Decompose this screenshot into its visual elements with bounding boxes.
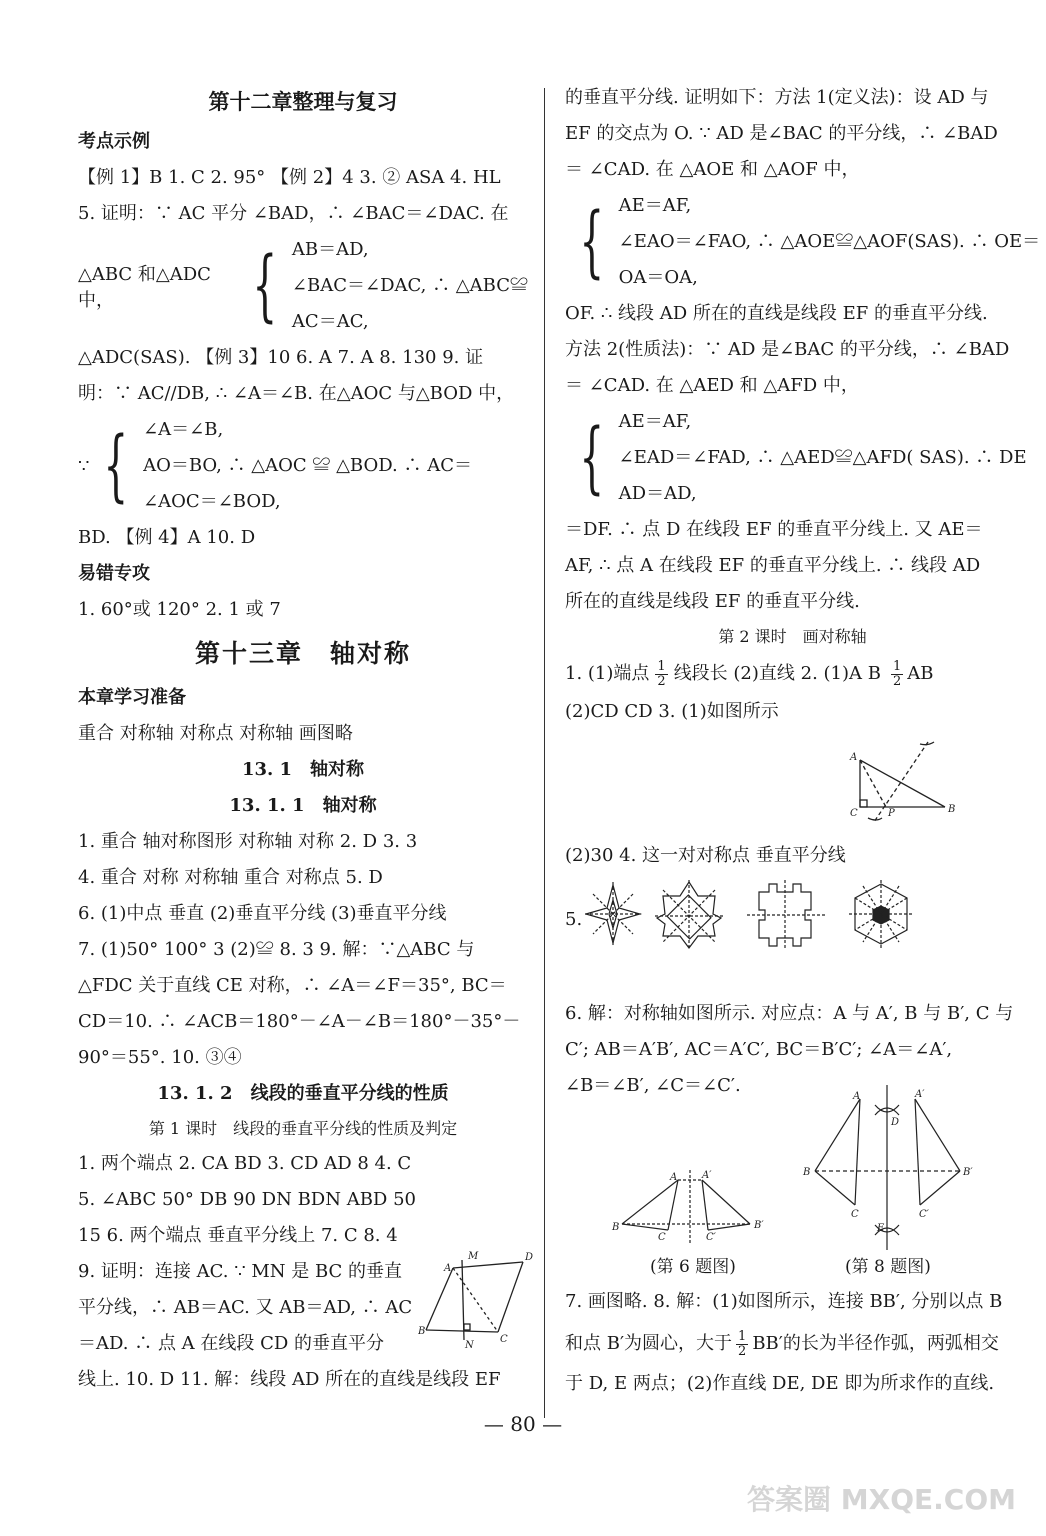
answer-line: C′; AB＝A′B′, AC＝A′C′, BC＝B′C′; ∠A＝∠A′, (565, 1039, 953, 1060)
fig9-label: M (468, 1251, 479, 1262)
brace-icon: { (579, 413, 605, 503)
equation-system (565, 404, 1027, 512)
watermark-logo: 答案圈 MXQE.COM (747, 1483, 1016, 1516)
answer-line: (2)CD CD 3. (1)如图所示 (565, 701, 779, 722)
answer-line: ＝DF. ∴ 点 D 在线段 EF 的垂直平分线上. 又 AE＝ (565, 519, 983, 540)
octagram-figure (655, 880, 723, 950)
fig8-label: D (891, 1117, 900, 1128)
fraction-numerator: 1 (892, 658, 902, 674)
answer-line: 7. 画图略. 8. 解：(1)如图所示，连接 BB′, 分别以点 B (565, 1291, 1003, 1312)
fig3-label: A (850, 752, 858, 763)
lesson2-title: 第 2 课时 画对称轴 (718, 627, 867, 646)
answer-line: 5. ∠ABC 50° DB 90 DN BDN ABD 50 (78, 1189, 416, 1210)
answer-line: 明：∵ AC//DB, ∴ ∠A＝∠B. 在△AOC 与△BOD 中， (78, 383, 515, 404)
fig9-label: B (418, 1326, 426, 1337)
fig8-label: B′ (963, 1167, 973, 1178)
answer-line: 于 D, E 两点；(2)作直线 DE, DE 即为所求作的直线. (565, 1373, 995, 1394)
figure-problem8 (795, 1085, 980, 1250)
answer-line: △ADC(SAS). 【例 3】10 6. A 7. A 8. 130 9. 证 (78, 347, 484, 368)
fig6-label: C′ (706, 1232, 716, 1243)
answer-line: 15 6. 两个端点 垂直平分线上 7. C 8. 4 (78, 1225, 398, 1246)
fig8-label: A (853, 1091, 861, 1102)
prep-heading: 本章学习准备 (78, 687, 186, 708)
fig6-label: C (658, 1232, 666, 1243)
answer-line: 平分线，∴ AB＝AC. 又 AB＝AD, ∴ AC (78, 1297, 413, 1318)
fig3-label: P (888, 808, 895, 819)
system-line: AE＝AF, (618, 195, 692, 216)
answer-line: 1. 重合 轴对称图形 对称轴 对称 2. D 3. 3 (78, 831, 418, 852)
answer-line: 4. 重合 对称 对称轴 重合 对称点 5. D (78, 867, 383, 888)
fig8-label: C′ (919, 1209, 929, 1220)
answer-line: 所在的直线是线段 EF 的垂直平分线. (565, 591, 860, 612)
answer-text: AB (907, 663, 934, 684)
answer-text: 1. (1)端点 (565, 663, 650, 684)
system-prefix: ∵ (78, 455, 90, 477)
fig9-label: D (525, 1252, 534, 1263)
answer-text: 线段长 (2)直线 2. (1)A B (673, 663, 881, 684)
fraction-denominator: 2 (657, 673, 666, 689)
answer-line: (2)30 4. 这一对对称点 垂直平分线 (565, 845, 846, 866)
star-figure (585, 882, 641, 946)
answer-line: 5. (565, 909, 583, 930)
answer-text: BB′的长为半径作弧，两弧相交 (752, 1333, 999, 1354)
yicuo-heading: 易错专攻 (78, 563, 150, 584)
right-column (565, 80, 1041, 730)
section-13-1-2-title: 13. 1. 2 线段的垂直平分线的性质 (157, 1083, 449, 1104)
fig3-label: B (948, 804, 956, 815)
system-line: ∠EAD＝∠FAD, ∴ △AED≌△AFD( SAS). ∴ DE (618, 447, 1027, 468)
brace-icon: { (103, 421, 129, 511)
fig8-label: C (851, 1209, 859, 1220)
answer-text: 和点 B′为圆心，大于 (565, 1333, 733, 1354)
answer-line: 5. 证明：∵ AC 平分 ∠BAD，∴ ∠BAC＝∠DAC. 在 (78, 203, 509, 224)
answer-line: OF. ∴ 线段 AD 所在的直线是线段 EF 的垂直平分线. (565, 303, 988, 324)
answer-line: 线上. 10. D 11. 解：线段 AD 所在的直线是线段 EF (78, 1369, 501, 1390)
answer-line: 9. 证明：连接 AC. ∵ MN 是 BC 的垂直 (78, 1261, 403, 1282)
brace-icon: { (579, 197, 605, 287)
fraction-denominator: 2 (892, 673, 902, 689)
fig6-label: B′ (754, 1220, 764, 1231)
fraction-numerator: 1 (738, 1328, 747, 1344)
castle-figure (747, 880, 825, 950)
system-line: AO＝BO, ∴ △AOC ≌ △BOD. ∴ AC＝ (143, 455, 472, 476)
figure6-caption: (第 6 题图) (650, 1257, 736, 1277)
answer-line: 的垂直平分线. 证明如下：方法 1(定义法)：设 AD 与 (565, 87, 989, 108)
hexagon-figure (849, 880, 913, 948)
fig8-label: A′ (915, 1089, 925, 1100)
answer-line: 1. 60°或 120° 2. 1 或 7 (78, 599, 281, 620)
figure-problem9 (418, 1250, 543, 1350)
equation-system (565, 188, 1041, 296)
system-line: OA＝OA, (618, 267, 698, 288)
fig6-label: A (670, 1172, 678, 1183)
answer-line: CD＝10. ∴ ∠ACB＝180°－∠A－∠B＝180°－35°－ (78, 1011, 521, 1032)
fig9-label: N (465, 1340, 474, 1350)
fig8-label: E (877, 1223, 885, 1234)
section-13-1-title: 13. 1 轴对称 (241, 759, 365, 780)
answer-line: ＝AD. ∴ 点 A 在线段 CD 的垂直平分 (78, 1333, 385, 1354)
fig9-label: C (500, 1334, 508, 1345)
fig6-label: B (612, 1222, 620, 1233)
answer-line: BD. 【例 4】A 10. D (78, 527, 256, 548)
equation-system (78, 232, 528, 340)
chapter13-title: 第十三章 轴对称 (194, 639, 411, 668)
answer-line: ＝ ∠CAD. 在 △AED 和 △AFD 中， (565, 375, 859, 396)
answer-line: EF 的交点为 O. ∵ AD 是∠BAC 的平分线，∴ ∠BAD (565, 123, 998, 144)
fig9-label: A (444, 1263, 452, 1274)
answer-line: ∠B＝∠B′, ∠C＝∠C′. (565, 1075, 741, 1096)
fig6-label: A′ (702, 1170, 712, 1181)
system-line: ∠EAO＝∠FAO, ∴ △AOE≌△AOF(SAS). ∴ OE＝ (618, 231, 1041, 252)
system-line: AC＝AC, (291, 311, 369, 332)
answer-line (565, 654, 1020, 694)
fraction (736, 1330, 748, 1359)
fraction (891, 660, 903, 689)
system-prefix: △ABC 和△ADC 中， (78, 264, 211, 311)
fraction-denominator: 2 (738, 1343, 747, 1359)
kaodian-heading: 考点示例 (78, 131, 150, 152)
answer-line: 重合 对称轴 对称点 对称轴 画图略 (78, 723, 353, 744)
page-number: — 80 — (483, 1412, 563, 1436)
left-column (78, 80, 528, 1398)
answer-line: ＝ ∠CAD. 在 △AOE 和 △AOF 中， (565, 159, 860, 180)
answer-line: 6. 解：对称轴如图所示. 对应点：A 与 A′, B 与 B′, C 与 (565, 1003, 1014, 1024)
system-line: AB＝AD, (291, 239, 369, 260)
lesson1-title: 第 1 课时 线段的垂直平分线的性质及判定 (148, 1119, 458, 1138)
answer-line: 90°＝55°. 10. ③④ (78, 1047, 242, 1068)
figure-problem3 (840, 738, 965, 830)
system-line: ∠BAC＝∠DAC, ∴ △ABC≌ (291, 275, 528, 296)
system-line: AE＝AF, (618, 411, 692, 432)
fraction (655, 660, 667, 689)
fig8-label: B (803, 1167, 811, 1178)
column-divider (544, 88, 545, 1418)
system-line: ∠A＝∠B, (143, 419, 224, 440)
answer-line: 7. (1)50° 100° 3 (2)≌ 8. 3 9. 解：∵△ABC 与 (78, 939, 475, 960)
figure-problem5 (585, 880, 1025, 950)
answer-line (565, 1324, 999, 1364)
section-13-1-1-title: 13. 1. 1 轴对称 (229, 795, 377, 816)
equation-system (78, 412, 528, 520)
chapter12-title: 第十二章整理与复习 (208, 89, 398, 114)
fig3-label: C (850, 808, 858, 819)
answer-line: AF, ∴ 点 A 在线段 EF 的垂直平分线上. ∴ 线段 AD (565, 555, 981, 576)
brace-icon: { (252, 241, 278, 331)
system-line: ∠AOC＝∠BOD, (143, 491, 281, 512)
figure-problem6 (610, 1168, 770, 1248)
fraction-numerator: 1 (657, 658, 666, 674)
answer-line: 6. (1)中点 垂直 (2)垂直平分线 (3)垂直平分线 (78, 903, 447, 924)
answer-line: 【例 1】B 1. C 2. 95° 【例 2】4 3. ② ASA 4. HL (78, 167, 501, 188)
answer-line: 1. 两个端点 2. CA BD 3. CD AD 8 4. C (78, 1153, 412, 1174)
figure8-caption: (第 8 题图) (845, 1257, 931, 1277)
system-line: AD＝AD, (618, 483, 697, 504)
answer-line: △FDC 关于直线 CE 对称，∴ ∠A＝∠F＝35°, BC＝ (78, 975, 507, 996)
answer-line: 方法 2(性质法)：∵ AD 是∠BAC 的平分线，∴ ∠BAD (565, 339, 1010, 360)
